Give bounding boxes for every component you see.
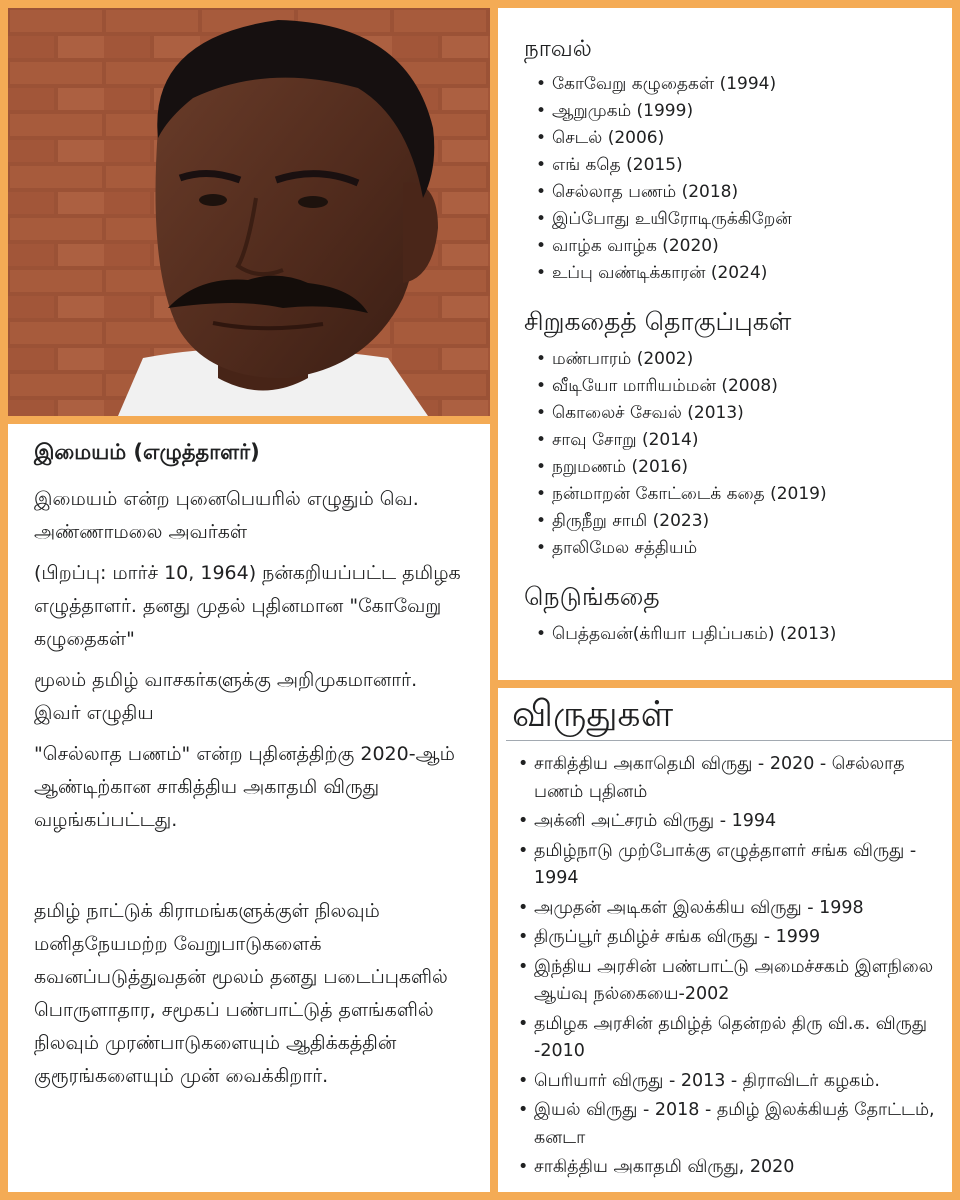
biography-paragraph: இமையம் என்ற புனைபெயரில் எழுதும் வெ. அண்ணாமலை அவர்கள்: [34, 488, 419, 543]
novels-heading: நாவல்: [524, 36, 592, 62]
works-panel: [498, 8, 952, 680]
list-item: • எங் கதெ (2015): [552, 152, 932, 179]
right-eye: [298, 196, 328, 208]
list-item: • பெரியார் விருது - 2013 - திராவிடர் கழகம்.: [534, 1068, 946, 1096]
list-item: • தமிழக அரசின் தமிழ்த் தென்றல் திரு வி.க. விருது -2010: [534, 1011, 946, 1066]
short-stories-heading: சிறுகதைத் தொகுப்புகள்: [524, 307, 792, 336]
list-item: • செடல் (2006): [552, 125, 932, 152]
list-item: • தமிழ்நாடு முற்போக்கு எழுத்தாளர் சங்க விருது - 1994: [534, 838, 946, 893]
short-stories-list: [524, 346, 932, 562]
awards-list: [506, 751, 952, 1182]
novels-list: [524, 71, 932, 287]
list-item: • ஆறுமுகம் (1999): [552, 98, 932, 125]
biography-panel: [8, 424, 490, 1192]
list-item: • சாகித்திய அகாதமி விருது, 2020: [534, 1154, 946, 1182]
list-item: • வீடியோ மாரியம்மன் (2008): [552, 373, 932, 400]
list-item: • வாழ்க வாழ்க (2020): [552, 233, 932, 260]
list-item: • திருநீறு சாமி (2023): [552, 508, 932, 535]
awards-heading: விருதுகள்: [506, 688, 952, 741]
list-item: • இயல் விருது - 2018 - தமிழ் இலக்கியத் தோட்டம், கனடா: [534, 1097, 946, 1152]
list-item: • சாகித்திய அகாதெமி விருது - 2020 - செல்லாத பணம் புதினம்: [534, 751, 946, 806]
list-item: • திருப்பூர் தமிழ்ச் சங்க விருது - 1999: [534, 924, 946, 952]
list-item: • மண்பாரம் (2002): [552, 346, 932, 373]
awards-panel: [498, 688, 952, 1192]
biography-paragraph: (பிறப்பு: மார்ச் 10, 1964) நன்கறியப்பட்ட தமிழக எழுத்தாளர். தனது முதல் புதினமான "கோவேறு கழுதைகள்": [34, 562, 461, 650]
list-item: • கொலைச் சேவல் (2013): [552, 400, 932, 427]
list-item: • செல்லாத பணம் (2018): [552, 179, 932, 206]
list-item: • தாலிமேல சத்தியம்: [552, 535, 932, 562]
biography-title: இமையம் (எழுத்தாளர்): [34, 440, 260, 464]
list-item: • கோவேறு கழுதைகள் (1994): [552, 71, 932, 98]
list-item: • அமுதன் அடிகள் இலக்கிய விருது - 1998: [534, 895, 946, 923]
list-item: • உப்பு வண்டிக்காரன் (2024): [552, 260, 932, 287]
list-item: • பெத்தவன்(க்ரியா பதிப்பகம்) (2013): [552, 621, 932, 648]
list-item: • இந்திய அரசின் பண்பாட்டு அமைச்சகம் இளநிலை ஆய்வு நல்கையை-2002: [534, 954, 946, 1009]
list-item: • சாவு சோறு (2014): [552, 427, 932, 454]
list-item: • நறுமணம் (2016): [552, 454, 932, 481]
list-item: • அக்னி அட்சரம் விருது - 1994: [534, 808, 946, 836]
biography-paragraph: தமிழ் நாட்டுக் கிராமங்களுக்குள் நிலவும் மனிதநேயமற்ற வேறுபாடுகளைக் கவனப்படுத்துவதன் மூலம் தனது படைப்புகளில் பொருளாதார, சமூகப் பண்பாட்டுத் தளங்களில் நிலவும் முரண்பாடுகளையும் ஆதிக்கத்தின் குரூரங்களையும் முன் வைக்கிறார்.: [34, 900, 448, 1087]
list-item: • இப்போது உயிரோடிருக்கிறேன்: [552, 206, 932, 233]
paragraph-gap: [34, 845, 464, 895]
biography-paragraph: "செல்லாத பணம்" என்ற புதினத்திற்கு 2020-ஆம் ஆண்டிற்கான சாகித்திய அகாதமி விருது வழங்கப்பட்டது.: [34, 743, 455, 831]
author-portrait: [8, 8, 490, 416]
left-eye: [199, 194, 227, 206]
novella-list: [524, 621, 932, 648]
author-photo: [8, 8, 490, 416]
novella-heading: நெடுங்கதை: [524, 582, 660, 611]
biography-paragraph: மூலம் தமிழ் வாசகர்களுக்கு அறிமுகமானார். இவர் எழுதிய: [34, 669, 418, 724]
list-item: • நன்மாறன் கோட்டைக் கதை (2019): [552, 481, 932, 508]
